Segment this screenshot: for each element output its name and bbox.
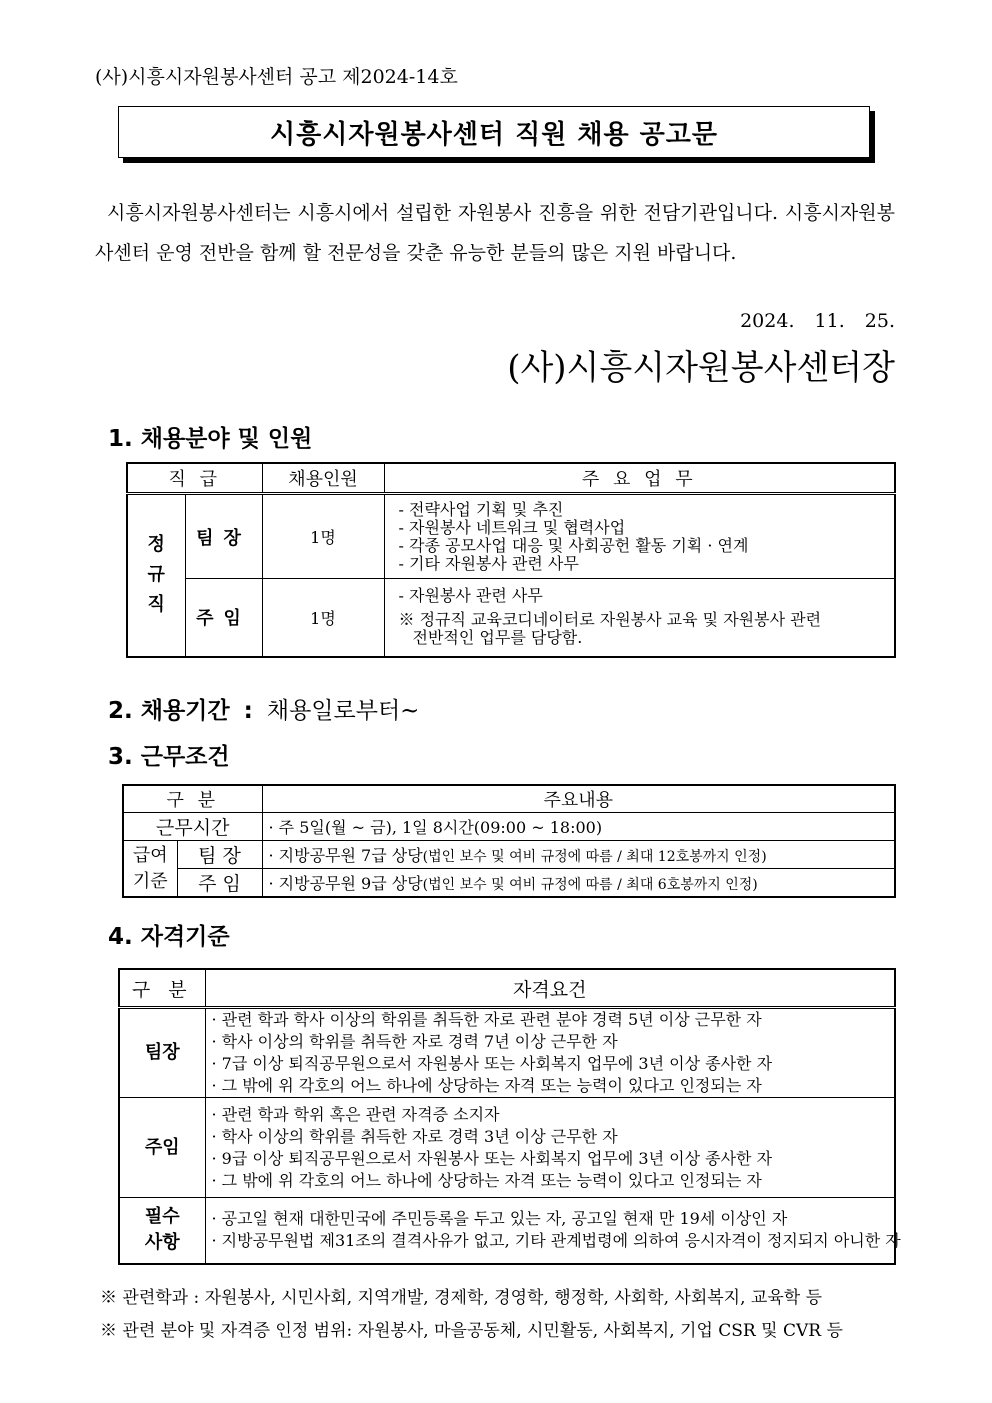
table-row [127, 494, 895, 579]
pay-main: · 지방공무원 7급 상당 [268, 846, 423, 865]
section-4-heading: 4. 자격기준 [108, 924, 230, 950]
work-hours-value: · 주 5일(월 ~ 금), 1일 8시간(09:00 ~ 18:00) [262, 813, 895, 841]
qual-items-required [205, 1198, 901, 1264]
section-3-heading: 3. 근무조건 [108, 744, 230, 770]
qual-item: · 9급 이상 퇴직공무원으로서 자원봉사 또는 사회복지 업무에 3년 이상 종사한 자 [211, 1148, 773, 1168]
qualification-table [118, 968, 901, 1265]
recruitment-period: 채용일로부터~ [266, 698, 420, 724]
pay-label [123, 841, 177, 898]
pay-detail: (법인 보수 및 여비 규정에 따름 / 최대 12호봉까지 인정) [422, 849, 767, 865]
required-label-line: 사항 [144, 1232, 180, 1254]
category-cell [127, 494, 185, 657]
header-duties: 주 요 업 무 [384, 463, 895, 494]
qual-item: · 지방공무원법 제31조의 결격사유가 없고, 기타 관계법령에 의하여 응시자격이 정지되지 아니한 자 [211, 1231, 901, 1251]
duty-item: - 자원봉사 관련 사무 [398, 586, 543, 606]
duty-item: - 자원봉사 네트워크 및 협력사업 [398, 517, 626, 537]
issuer-name: (사)시흥시자원봉사센터장 [507, 348, 895, 388]
pay-role-team-lead: 팀 장 [177, 841, 262, 869]
work-conditions-table [122, 784, 896, 898]
table-row [119, 1198, 895, 1264]
category-regular [128, 530, 185, 620]
qual-item: · 공고일 현재 대한민국에 주민등록을 두고 있는 자, 공고일 현재 만 19세 이상인 자 [211, 1209, 788, 1229]
header-count: 채용인원 [262, 463, 384, 494]
section-2-title: 2. 채용기간 [108, 698, 230, 724]
section-2-separator: : [243, 698, 253, 724]
qual-label-staff: 주임 [119, 1098, 205, 1198]
document-number: (사)시흥시자원봉사센터 공고 제2024-14호 [95, 66, 458, 88]
qual-item: · 학사 이상의 학위를 취득한 자로 경력 7년 이상 근무한 자 [211, 1032, 618, 1051]
work-hours-label: 근무시간 [123, 813, 262, 841]
qual-item: · 학사 이상의 학위를 취득한 자로 경력 3년 이상 근무한 자 [211, 1126, 618, 1146]
table-row [123, 813, 895, 841]
note-related-majors: ※ 관련학과 : 자원봉사, 시민사회, 지역개발, 경제학, 경영학, 행정학, 사회학, 사회복지, 교육학 등 [100, 1288, 822, 1308]
pay-staff [262, 869, 895, 898]
qual-item: · 그 밖에 위 각호의 어느 하나에 상당하는 자격 또는 능력이 있다고 인정되는 자 [211, 1170, 762, 1190]
duty-item: - 전략사업 기획 및 추진 [398, 499, 564, 519]
qual-item: · 7급 이상 퇴직공무원으로서 자원봉사 또는 사회복지 업무에 3년 이상 종사한 자 [211, 1054, 773, 1073]
duties-team-lead [384, 494, 895, 579]
qual-label-team-lead: 팀장 [119, 1008, 205, 1098]
qual-label-required [119, 1198, 205, 1264]
header-grade: 직 급 [127, 463, 262, 494]
note-related-fields: ※ 관련 분야 및 자격증 인정 범위: 자원봉사, 마을공동체, 시민활동, 사회복지, 기업 CSR 및 CVR 등 [100, 1321, 843, 1341]
announcement-date: 2024. 11. 25. [740, 310, 895, 332]
category-char: 규 [147, 564, 165, 586]
section-1-heading: 1. 채용분야 및 인원 [108, 426, 313, 452]
count-team-lead: 1명 [262, 494, 384, 579]
header-requirements: 자격요건 [205, 969, 895, 1008]
role-staff: 주임 [185, 579, 262, 657]
table-header-row [119, 969, 895, 1008]
qual-items-team-lead [205, 1008, 895, 1098]
pay-label-line: 급여 [132, 844, 168, 866]
page-title: 시흥시자원봉사센터 직원 채용 공고문 [269, 119, 718, 150]
duties-staff [384, 579, 895, 657]
header-content: 주요내용 [262, 785, 895, 813]
duty-item: - 기타 자원봉사 관련 사무 [398, 553, 579, 573]
table-header-row [127, 463, 895, 494]
pay-team-lead [262, 841, 895, 869]
table-row [119, 1098, 895, 1198]
table-row [119, 1008, 895, 1098]
count-staff: 1명 [262, 579, 384, 657]
qual-item: · 그 밖에 위 각호의 어느 하나에 상당하는 자격 또는 능력이 있다고 인정되는 자 [211, 1076, 762, 1095]
qual-item: · 관련 학과 학위 혹은 관련 자격증 소지자 [211, 1104, 500, 1124]
header-category: 구 분 [119, 969, 205, 1008]
duty-note: ※ 정규직 교육코디네이터로 자원봉사 교육 및 자원봉사 관련 [398, 610, 822, 630]
qual-item: · 관련 학과 학사 이상의 학위를 취득한 자로 관련 분야 경력 5년 이상 근무한 자 [211, 1010, 762, 1029]
title-box [118, 106, 870, 158]
header-category: 구 분 [123, 785, 262, 813]
recruitment-table [126, 462, 896, 658]
section-2-heading [108, 692, 419, 725]
required-label-line: 필수 [144, 1206, 180, 1228]
table-row [123, 869, 895, 898]
qual-items-staff [205, 1098, 895, 1198]
pay-main: · 지방공무원 9급 상당 [268, 874, 423, 893]
pay-label-line: 기준 [132, 870, 168, 892]
duty-note-cont: 전반적인 업무를 담당함. [412, 628, 583, 648]
table-row [127, 579, 895, 657]
category-char: 직 [147, 594, 165, 616]
pay-role-staff: 주 임 [177, 869, 262, 898]
intro-paragraph: 시흥시자원봉사센터는 시흥시에서 설립한 자원봉사 진흥을 위한 전담기관입니다. 시흥시자원봉사센터 운영 전반을 함께 할 전문성을 갖춘 유능한 분들의 많은 지원 바랍니다. [95, 202, 895, 264]
table-header-row [123, 785, 895, 813]
duty-item: - 각종 공모사업 대응 및 사회공헌 활동 기획 · 연계 [398, 535, 749, 555]
table-row [123, 841, 895, 869]
required-label [120, 1204, 205, 1256]
pay-detail: (법인 보수 및 여비 규정에 따름 / 최대 6호봉까지 인정) [422, 877, 758, 893]
category-char: 정 [147, 534, 165, 556]
role-team-lead: 팀장 [185, 494, 262, 579]
